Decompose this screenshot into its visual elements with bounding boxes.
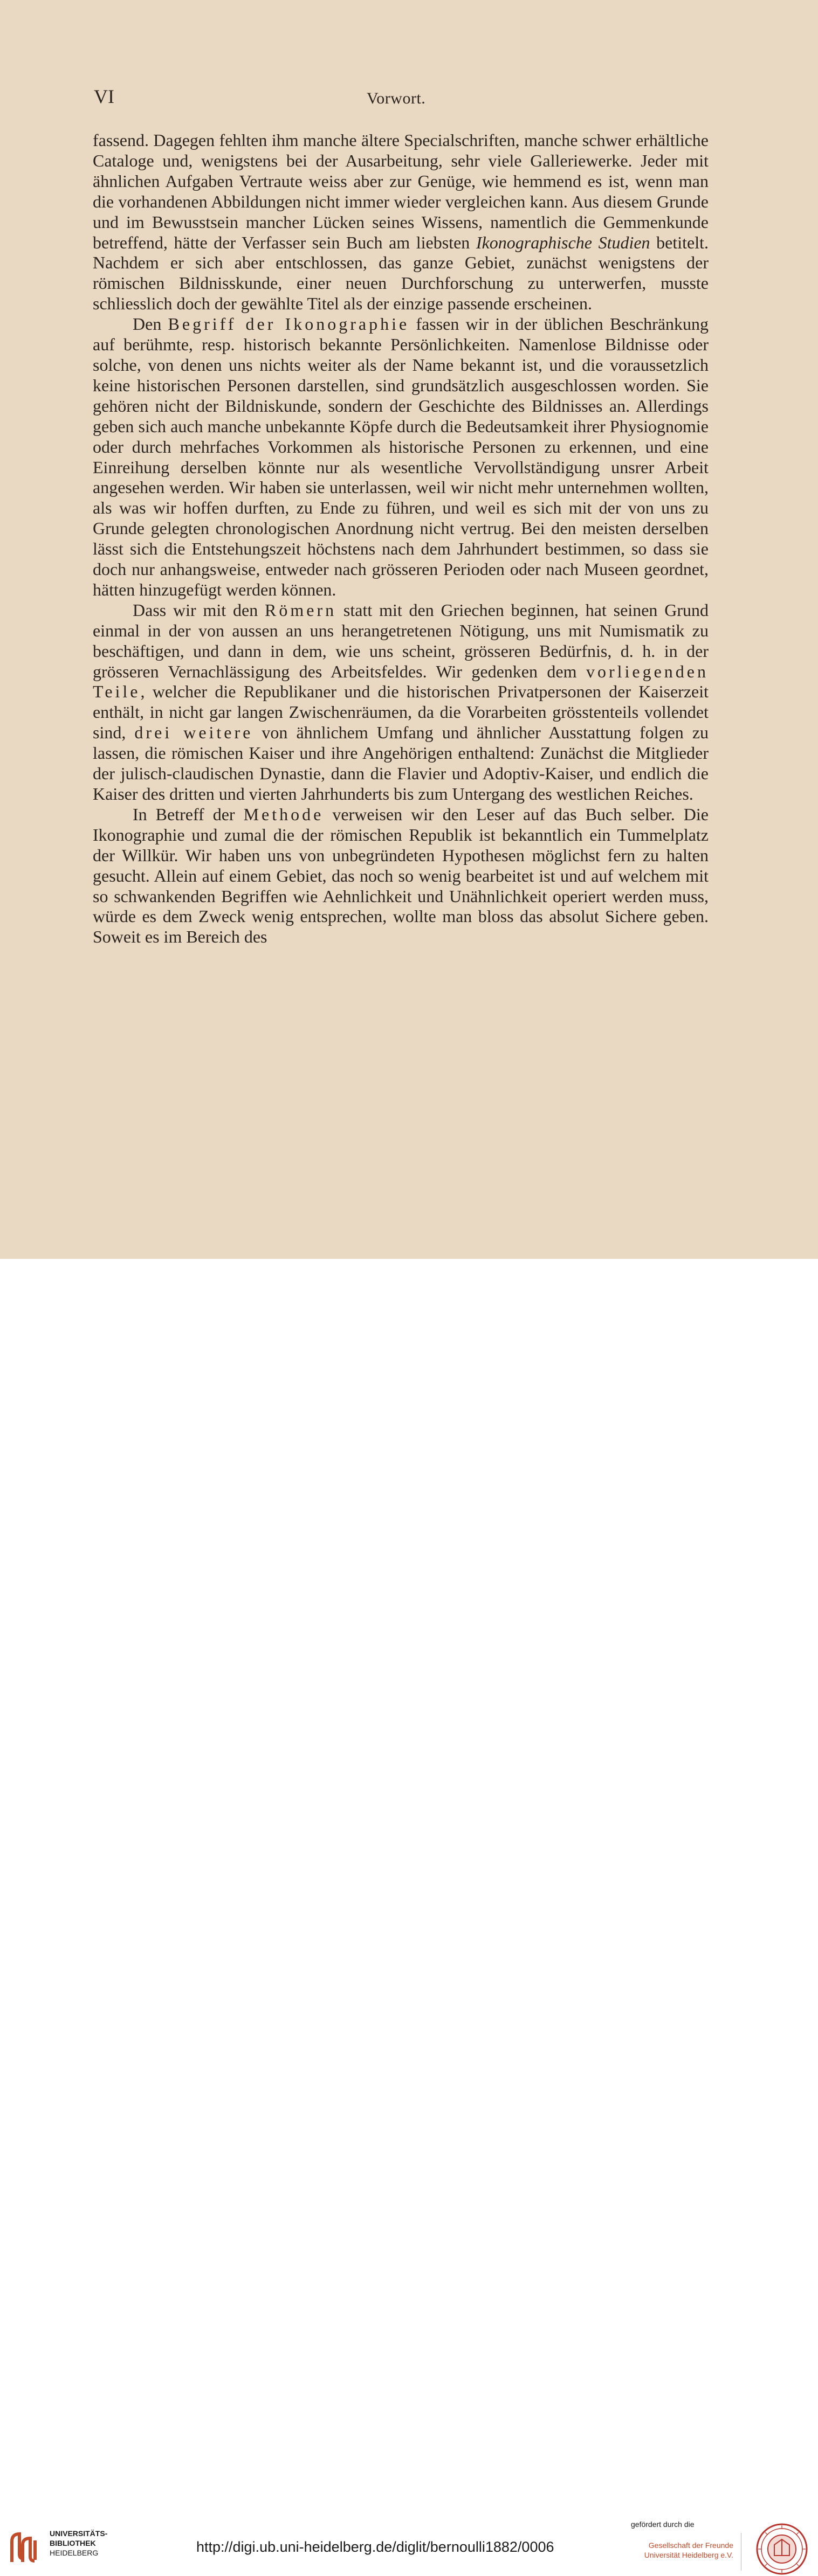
text-run: von ähnlichem Umfang und ähnlicher Ausstattung folgen zu lassen, die römischen Kaiser und ihre Angehörigen enthaltend: Zunächst die Mitglieder der julisch-claudischen Dynastie, dann die Flavier und Adoptiv-Kaiser, und endlich die Kaiser des dritten und vierten Jahrhunderts bis zum Untergang des westlichen Reiches. [93, 723, 709, 804]
footer-bar [0, 1259, 818, 2559]
permalink-url[interactable]: http://digi.ub.uni-heidelberg.de/diglit/bernoulli1882/0006 [196, 2539, 554, 2555]
text-run: verweisen wir den Leser auf das Buch selber. Die Ikonographie und zumal die der römischen Republik ist bekanntlich ein Tummelplatz der Willkür. Wir haben uns von unbegründeten Hypothesen möglichst fern zu halten gesucht. Allein auf einem Gebiet, das noch so wenig bearbeitet ist und auf welchem mit so schwankenden Begriffen wie Aehnlichkeit und Unähnlichkeit operiert werden muss, würde es dem Zweck wenig entsprechen, wollte man bloss das absolut Sichere geben. Soweit es im Bereich des [93, 804, 709, 947]
spaced-emphasis: drei weitere [134, 723, 253, 743]
body-text [93, 130, 709, 947]
society-name-line: Universität Heidelberg e.V. [644, 2551, 733, 2559]
text-run: statt mit den Griechen beginnen, hat seinen Grund einmal in der von aussen an uns herangetretenen Nötigung, uns mit Numismatik zu beschäftigen, und dann in dem, wie uns scheint, grösseren Bedürfnis, d. h. in der grösseren Vernachlässigung des Arbeitsfeldes. Wir gedenken dem [93, 600, 709, 681]
paragraph [93, 600, 709, 805]
text-run: betitelt. Nachdem er sich aber entschlossen, das ganze Gebiet, zunächst wenigstens der römischen Bildnisskunde, einer neuen Durchforschung zu unterwerfen, musste schliesslich doch der gewählte Titel als der einzige passende erscheinen. [93, 232, 709, 314]
spaced-emphasis: vorliegenden Teile [93, 661, 709, 702]
paragraph [93, 130, 709, 314]
text-run: Den [133, 314, 168, 334]
running-title: Vorwort. [367, 89, 426, 107]
text-run: , welcher die Republikaner und die historischen Privatpersonen der Kaiserzeit enthält, in nicht gar langen Zwischenräumen, da die Vorarbeiten grösstenteils vollendet sind, [93, 682, 709, 743]
library-name-line: BIBLIOTHEK [50, 2539, 96, 2547]
text-run: Dass wir mit den [133, 600, 265, 620]
spaced-emphasis: Römern [265, 600, 337, 620]
text-run: fassen wir in der üblichen Beschränkung auf berühmte, resp. historisch bekannte Persönlichkeiten. Namenlose Bildnisse oder solche, von denen uns nichts weiter als der Name bekannt ist, und die voraussetzlich keine historischen Personen darstellen, sind grundsätzlich ausgeschlossen worden. Sie gehören nicht der Bildniskunde, sondern der Geschichte des Bildnisses an. Allerdings geben sich auch manche unbekannte Köpfe durch die Bedeutsamkeit ihrer Physiognomie oder durch mehrfaches Vorkommen als historische Personen zu erkennen, und eine Einreihung derselben könnte nur als wesentliche Vervollständigung unsrer Arbeit angesehen werden. Wir haben sie unterlassen, weil wir nicht mehr unternehmen wollten, als was wir hoffen durften, zu Ende zu führen, und weil es sich mit der von uns zu Grunde gelegten chronologischen Anordnung nicht vertrug. Bei den meisten derselben lässt sich die Entstehungszeit höchstens nach dem Jahrhundert bestimmen, so dass sie doch nur anhangsweise, entweder nach grösseren Perioden oder nach Museen geordnet, hätten hinzugefügt werden können. [93, 314, 709, 599]
library-name [50, 2529, 107, 2558]
spaced-emphasis: Begriff der Ikonographie [168, 314, 410, 334]
society-name [636, 2540, 733, 2560]
library-name-line: UNIVERSITÄTS- [50, 2529, 108, 2538]
society-name-line: Gesellschaft der Freunde [648, 2541, 733, 2550]
text-run: fassend. Dagegen fehlten ihm manche ältere Specialschriften, manche schwer erhältliche Cataloge und, wenigstens bei der Ausarbeitung, sehr viele Galleriewerke. Jeder mit ähnlichen Aufgaben Vertraute weiss aber zur Genüge, wie hemmend es ist, wenn man die vorhandenen Abbildungen nicht immer wieder vergleichen kann. Aus diesem Grunde und im Bewusstsein mancher Lücken seines Wissens, namentlich die Gemmenkunde betreffend, hätte der Verfasser sein Buch am liebsten [93, 130, 709, 252]
italic-text: Ikonographische Studien [476, 232, 650, 252]
support-label: gefördert durch die [631, 2520, 695, 2529]
scanned-page [0, 0, 818, 1259]
text-run: In Betreff der [133, 804, 244, 824]
library-name-line: HEIDELBERG [50, 2549, 99, 2557]
spaced-emphasis: Methode [243, 804, 324, 824]
library-logo-icon [8, 2529, 45, 2566]
paragraph [93, 314, 709, 600]
page-number: VI [94, 86, 114, 107]
university-seal-icon [753, 2522, 811, 2576]
paragraph [93, 805, 709, 947]
